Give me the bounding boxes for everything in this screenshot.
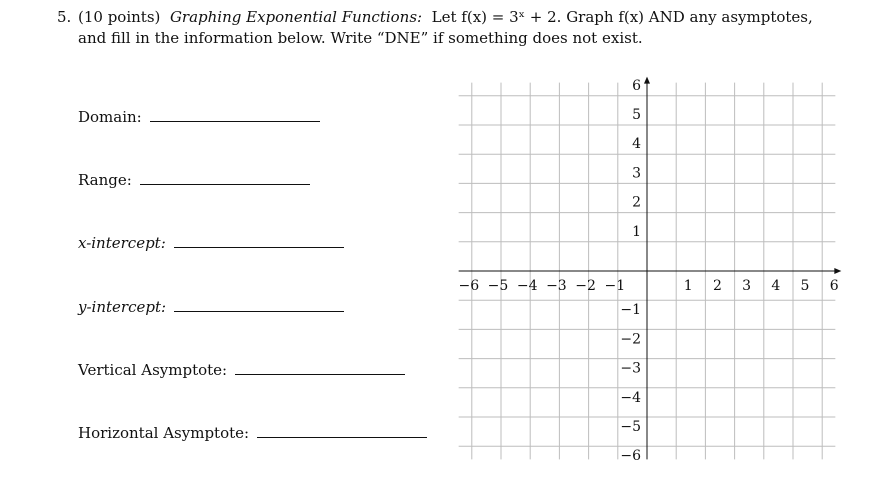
x-tick-label: 1 [683,278,693,294]
y-tick-label: 4 [632,136,641,153]
y-tick-label: −5 [620,419,641,435]
y-tick-label: −4 [620,389,641,406]
x-tick-label: −4 [516,278,538,294]
y-tick-label: 5 [632,107,641,123]
problem-line-1 [78,7,813,28]
x-tick-label: 3 [742,278,752,294]
domain-label: Domain: [78,108,142,126]
domain-answer-blank[interactable] [150,107,320,122]
x-intercept-field [78,233,344,252]
y-tick-label: 1 [632,223,641,240]
y-tick-label: −6 [620,448,641,465]
x-tick-label: 6 [829,278,839,294]
y-intercept-label: y-intercept: [78,298,167,316]
problem-function-statement: Let f(x) = 3ˣ + 2. Graph f(x) AND any asymptotes, [431,8,813,26]
y-tick-label: −1 [620,302,641,319]
coordinate-grid[interactable] [450,77,845,465]
x-tick-label: 4 [771,278,781,294]
y-tick-label: 3 [632,165,641,182]
horizontal-asymptote-answer-blank[interactable] [257,423,427,438]
problem-points: (10 points) [78,8,161,26]
x-tick-label: 2 [712,278,722,294]
domain-field [78,107,320,126]
vertical-asymptote-field [78,360,405,379]
horizontal-asymptote-label: Horizontal Asymptote: [78,424,250,442]
x-tick-label: −3 [546,278,567,294]
problem-number: 5. [57,8,72,26]
range-answer-blank[interactable] [140,170,310,185]
x-tick-label: 5 [800,278,810,294]
range-field [78,170,310,189]
x-tick-label: −6 [458,278,480,294]
x-tick-label: −1 [604,278,626,294]
y-tick-label: −2 [620,331,641,348]
x-intercept-answer-blank[interactable] [174,233,344,248]
y-tick-label: −3 [620,360,641,377]
y-axis-arrow-icon [644,77,650,84]
x-tick-label: −5 [487,278,509,294]
range-label: Range: [78,171,132,189]
x-tick-label: −2 [575,278,596,294]
x-intercept-label: x-intercept: [78,234,166,252]
y-intercept-field [78,297,344,316]
problem-line-2: and fill in the information below. Write “DNE” if something does not exist. [78,29,643,47]
vertical-asymptote-answer-blank[interactable] [235,360,405,375]
vertical-asymptote-label: Vertical Asymptote: [78,361,228,379]
y-tick-label: 6 [632,77,641,94]
y-intercept-answer-blank[interactable] [174,297,344,312]
y-tick-label: 2 [632,194,641,211]
problem-title: Graphing Exponential Functions: [169,8,423,26]
x-axis-arrow-icon [834,268,841,274]
horizontal-asymptote-field [78,423,427,442]
